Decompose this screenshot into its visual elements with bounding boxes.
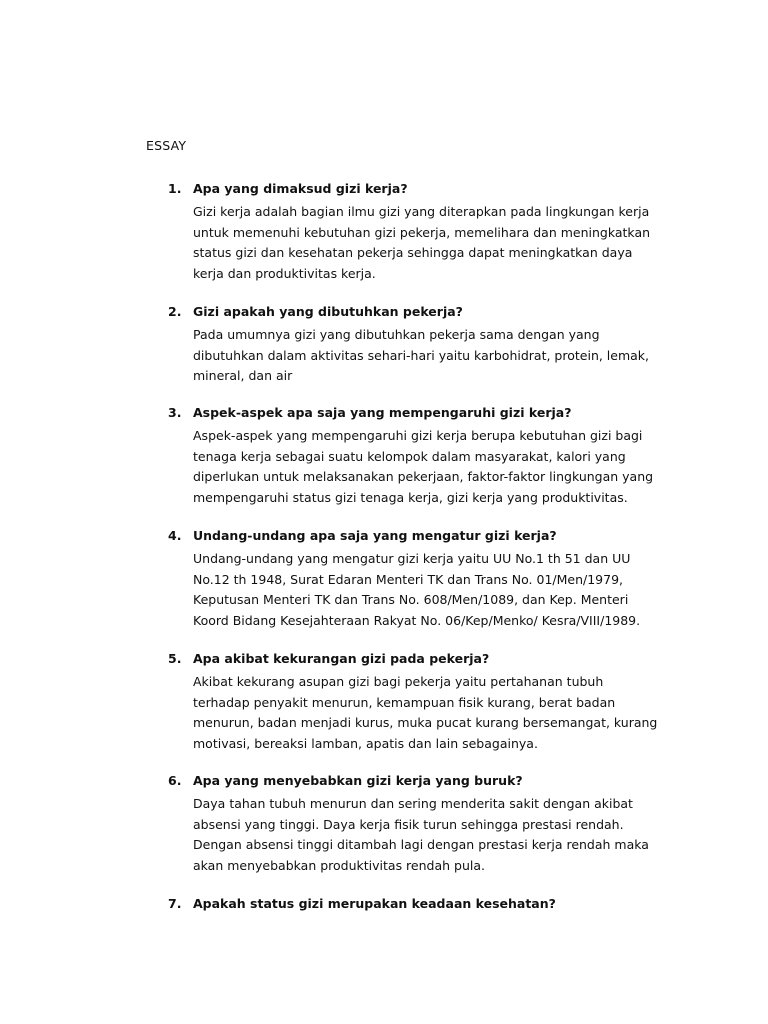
answer-line: terhadap penyakit menurun, kemampuan fisik kurang, berat badan [193,694,616,710]
answer-line: No.12 th 1948, Surat Edaran Menteri TK dan Trans No. 01/Men/1979, [193,571,624,587]
question-text: Apa yang dimaksud gizi kerja? [193,181,408,196]
answer-line: Gizi kerja adalah bagian ilmu gizi yang diterapkan pada lingkungan kerja [193,204,650,219]
answer-line: Keputusan Menteri TK dan Trans No. 608/Men/1089, dan Kep. Menteri [193,592,629,608]
answer-line: kerja dan produktivitas kerja. [193,265,376,281]
question-text: Undang-undang apa saja yang mengatur gizi kerja? [193,528,557,543]
question-text: Apakah status gizi merupakan keadaan kesehatan? [193,896,556,911]
answer-line: untuk memenuhi kebutuhan gizi pekerja, memelihara dan meningkatkan [193,224,651,240]
answer-line: absensi yang tinggi. Daya kerja fisik turun sehingga prestasi rendah. [193,816,624,832]
answer-line: diperlukan untuk melaksanakan pekerjaan, faktor-faktor lingkungan yang [193,469,654,485]
answer-line: Dengan absensi tinggi ditambah lagi dengan prestasi kerja rendah maka [193,837,649,853]
answer-line: mempengaruhi status gizi tenaga kerja, gizi kerja yang produktivitas. [193,489,628,505]
answer-line: Pada umumnya gizi yang dibutuhkan pekerja sama dengan yang [193,327,600,342]
question-number: 2. [168,304,182,319]
answer-text [193,325,663,387]
answer-line: Koord Bidang Kesejahteraan Rakyat No. 06/Kep/Menko/ Kesra/VIII/1989. [193,612,641,628]
answer-line: akan menyebabkan produktivitas rendah pula. [193,857,485,873]
answer-line: menurun, badan menjadi kurus, muka pucat kurang bersemangat, kurang [193,715,658,731]
answer-line: Akibat kekurang asupan gizi bagi pekerja yaitu pertahanan tubuh [193,674,604,689]
answer-line: Aspek-aspek yang mempengaruhi gizi kerja berupa kebutuhan gizi bagi [193,428,643,443]
answer-line: Undang-undang yang mengatur gizi kerja yaitu UU No.1 th 51 dan UU [193,551,631,566]
question-text: Apa yang menyebabkan gizi kerja yang buruk? [193,773,523,788]
answer-text [193,549,663,631]
answer-text [193,202,663,284]
answer-text [193,794,663,876]
question-text: Gizi apakah yang dibutuhkan pekerja? [193,304,463,319]
question-number: 4. [168,528,182,543]
question-number: 1. [168,181,182,196]
answer-line: mineral, dan air [193,368,293,384]
question-number: 3. [168,405,182,420]
question-number: 5. [168,651,182,666]
question-number: 7. [168,896,182,911]
answer-line: Daya tahan tubuh menurun dan sering menderita sakit dengan akibat [193,796,633,811]
answer-line: motivasi, bereaksi lamban, apatis dan lain sebagainya. [193,735,538,751]
question-number: 6. [168,773,182,788]
answer-line: tenaga kerja sebagai suatu kelompok dalam masyarakat, kalori yang [193,448,626,464]
answer-text [193,672,663,754]
answer-line: dibutuhkan dalam aktivitas sehari-hari yaitu karbohidrat, protein, lemak, [193,347,650,363]
question-text: Apa akibat kekurangan gizi pada pekerja? [193,651,490,666]
answer-text [193,426,663,508]
answer-line: status gizi dan kesehatan pekerja sehingga dapat meningkatkan daya [193,245,633,261]
document-heading: ESSAY [146,138,187,153]
question-text: Aspek-aspek apa saja yang mempengaruhi gizi kerja? [193,405,572,420]
